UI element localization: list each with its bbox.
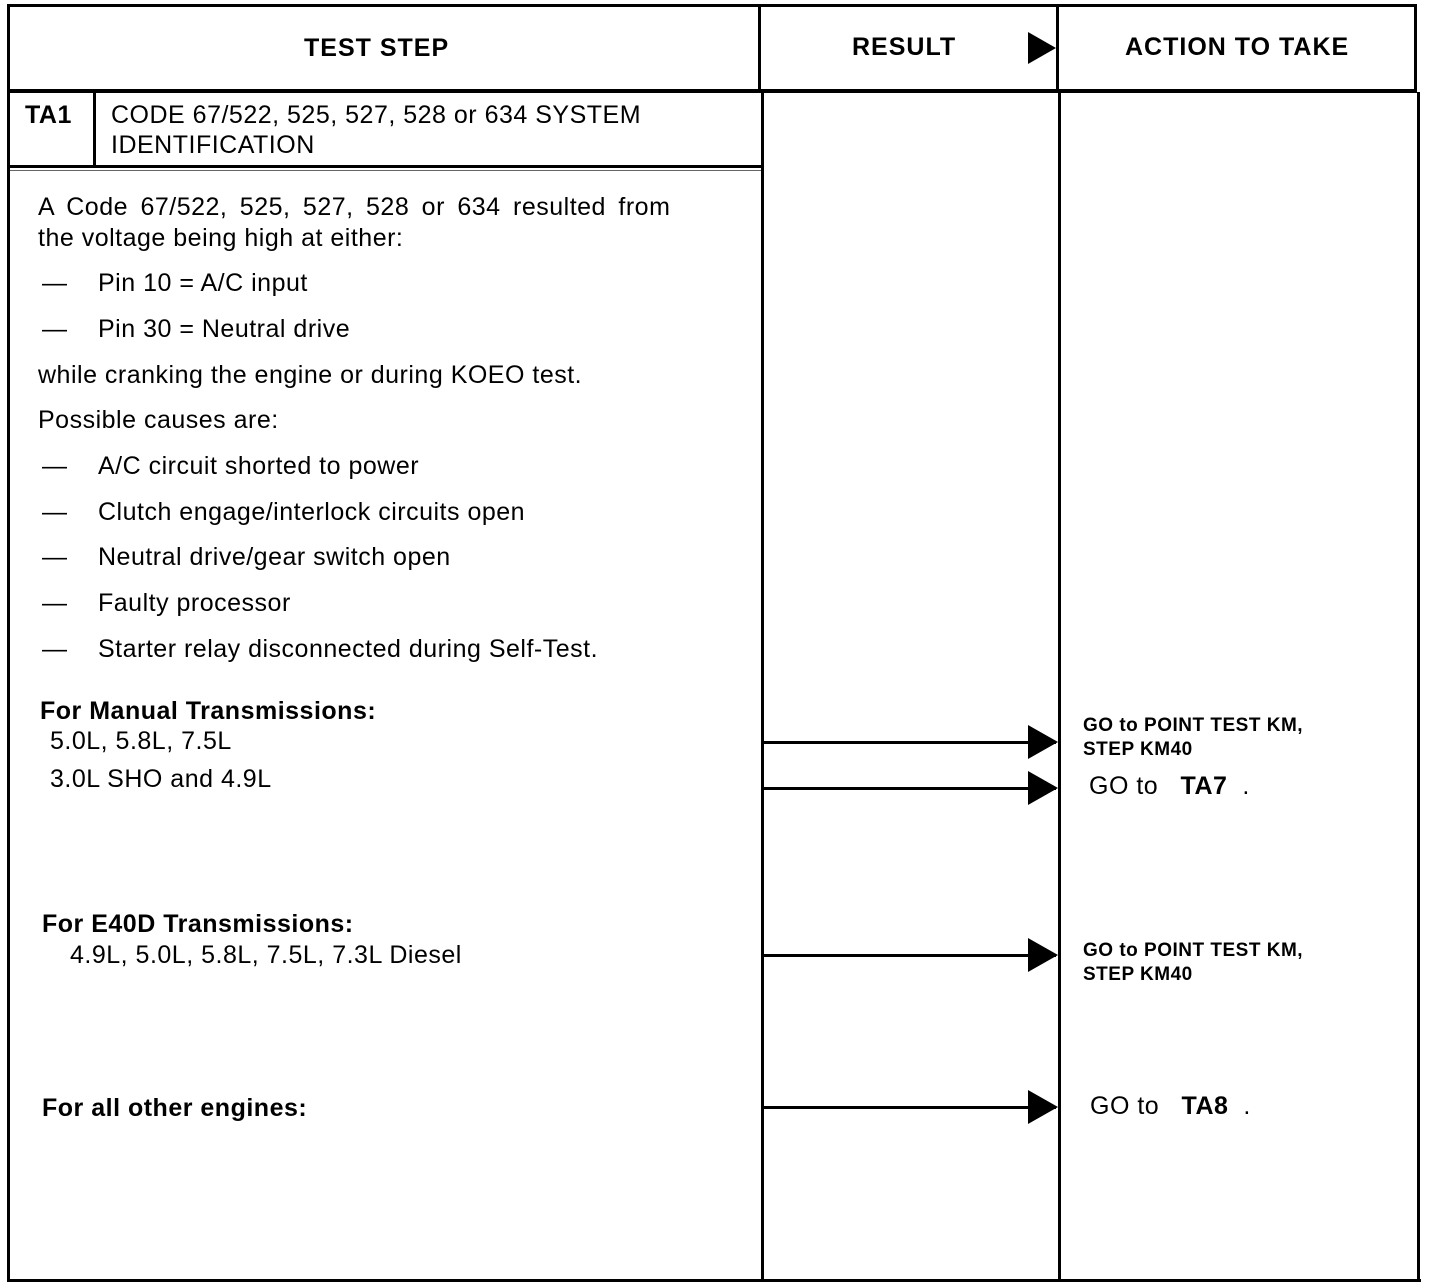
cause-item xyxy=(42,497,525,528)
header-action: ACTION TO TAKE xyxy=(1125,33,1350,61)
step-title-underline-2 xyxy=(7,170,761,171)
go-to-text: GO to xyxy=(1089,772,1159,800)
manual-arrow-1 xyxy=(764,741,1056,744)
manual-action1-line1: GO to POINT TEST KM, xyxy=(1083,715,1304,736)
period: . xyxy=(1243,1092,1251,1120)
cause-item xyxy=(42,634,598,665)
step-id: TA1 xyxy=(25,101,72,129)
manual-action2 xyxy=(1089,771,1250,802)
manual-line1: 5.0L, 5.8L, 7.5L xyxy=(50,727,232,755)
go-to-text: GO to xyxy=(1090,1092,1160,1120)
arrow-head-icon xyxy=(1028,1090,1058,1124)
causes-label: Possible causes are: xyxy=(38,406,279,434)
step-ref[interactable]: TA8 xyxy=(1181,1092,1229,1120)
manual-label: For Manual Transmissions: xyxy=(40,697,377,725)
header-result-arrow-icon xyxy=(1028,32,1056,64)
col-divider-1 xyxy=(758,4,761,92)
intro-line2: the voltage being high at either: xyxy=(38,224,404,252)
period: . xyxy=(1242,772,1250,800)
arrow-head-icon xyxy=(1028,938,1058,972)
cause-item xyxy=(42,588,291,619)
header-test-step: TEST STEP xyxy=(304,34,450,62)
header-divider xyxy=(7,89,1417,93)
col-divider-2-lower xyxy=(1058,92,1061,1282)
dash-glyph: — xyxy=(42,269,68,297)
frame-left xyxy=(7,4,10,1282)
manual-action1-line2: STEP KM40 xyxy=(1083,739,1193,760)
intro-line1: A Code 67/522, 525, 527, 528 or 634 resulted from xyxy=(38,193,671,221)
step-id-divider xyxy=(93,92,96,168)
dash-glyph: — xyxy=(42,543,68,571)
step-ref[interactable]: TA7 xyxy=(1180,772,1228,800)
e40d-label: For E40D Transmissions: xyxy=(42,910,354,938)
e40d-line1: 4.9L, 5.0L, 5.8L, 7.5L, 7.3L Diesel xyxy=(70,941,462,969)
dash-glyph: — xyxy=(42,589,68,617)
e40d-action-line1: GO to POINT TEST KM, xyxy=(1083,940,1304,961)
other-action xyxy=(1090,1091,1251,1122)
frame-bottom xyxy=(7,1279,1421,1282)
other-label: For all other engines: xyxy=(42,1094,308,1122)
e40d-action-line2: STEP KM40 xyxy=(1083,964,1193,985)
other-arrow xyxy=(764,1106,1056,1109)
pin-text: Pin 10 = A/C input xyxy=(98,269,308,297)
step-title-line1: CODE 67/522, 525, 527, 528 or 634 SYSTEM xyxy=(111,101,642,129)
dash-glyph: — xyxy=(42,498,68,526)
frame-right-lower xyxy=(1417,92,1420,1282)
step-title-line2: IDENTIFICATION xyxy=(111,131,315,159)
cause-text: Starter relay disconnected during Self-Test. xyxy=(98,635,599,663)
dash-glyph: — xyxy=(42,452,68,480)
dash-glyph: — xyxy=(42,315,68,343)
cause-text: Clutch engage/interlock circuits open xyxy=(98,498,526,526)
col-divider-1-lower xyxy=(761,92,764,1282)
arrow-head-icon xyxy=(1028,771,1058,805)
e40d-arrow xyxy=(764,954,1056,957)
pin-item xyxy=(42,314,350,345)
cause-text: Faulty processor xyxy=(98,589,291,617)
arrow-head-icon xyxy=(1028,725,1058,759)
pin-text: Pin 30 = Neutral drive xyxy=(98,315,351,343)
step-title-underline xyxy=(7,165,761,168)
frame-right xyxy=(1414,4,1417,92)
frame-top xyxy=(7,4,1417,7)
manual-line2: 3.0L SHO and 4.9L xyxy=(50,765,272,793)
pin-item xyxy=(42,268,308,299)
manual-arrow-2 xyxy=(764,787,1056,790)
col-divider-2 xyxy=(1056,4,1059,92)
cause-item xyxy=(42,542,451,573)
cause-item xyxy=(42,451,419,482)
cause-text: Neutral drive/gear switch open xyxy=(98,543,451,571)
condition-text: while cranking the engine or during KOEO test. xyxy=(38,361,583,389)
dash-glyph: — xyxy=(42,635,68,663)
header-result: RESULT xyxy=(852,33,957,61)
cause-text: A/C circuit shorted to power xyxy=(98,452,420,480)
